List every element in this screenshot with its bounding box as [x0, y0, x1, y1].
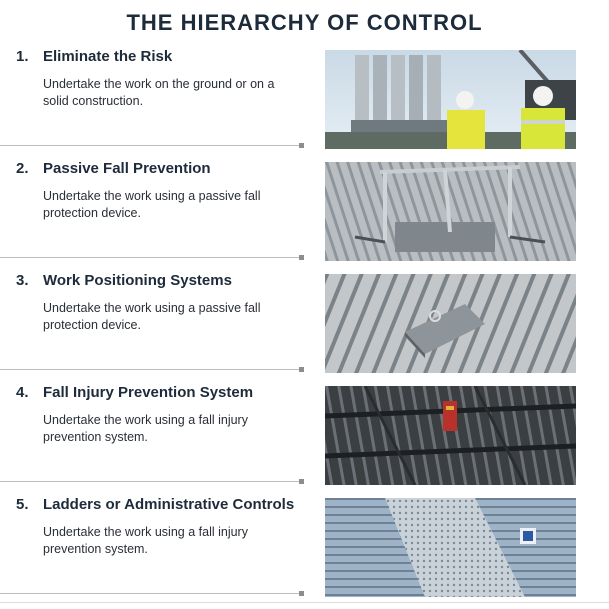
item-description: Undertake the work using a fall injury prevention system.	[43, 525, 248, 556]
item-title: Fall Injury Prevention System	[43, 384, 254, 401]
divider	[0, 593, 304, 594]
item-heading	[16, 160, 211, 177]
item-number: 3.	[16, 272, 29, 289]
divider-marker	[299, 255, 304, 260]
divider	[0, 257, 304, 258]
control-item-3	[0, 272, 609, 384]
item-number: 4.	[16, 384, 29, 401]
item-description: Undertake the work using a passive fall protection device.	[43, 189, 261, 220]
photo-guardrail-on-roof	[325, 162, 576, 261]
item-title: Work Positioning Systems	[43, 272, 232, 289]
divider-marker	[299, 143, 304, 148]
photo-safety-net-underside	[325, 386, 576, 485]
item-heading	[16, 272, 232, 289]
divider	[0, 145, 304, 146]
item-title: Eliminate the Risk	[43, 48, 173, 65]
item-heading	[16, 384, 253, 401]
item-heading	[16, 496, 294, 513]
page-title: THE HIERARCHY OF CONTROL	[126, 10, 483, 35]
item-heading	[16, 48, 172, 65]
item-number: 2.	[16, 160, 29, 177]
item-title: Passive Fall Prevention	[43, 160, 211, 177]
divider	[0, 481, 304, 482]
footer-divider	[0, 602, 609, 603]
divider-marker	[299, 367, 304, 372]
item-number: 1.	[16, 48, 29, 65]
control-item-4	[0, 384, 609, 496]
divider-marker	[299, 479, 304, 484]
control-item-2	[0, 160, 609, 272]
photo-roof-walkway	[325, 498, 576, 597]
item-number: 5.	[16, 496, 29, 513]
item-description: Undertake the work on the ground or on a solid construction.	[43, 77, 275, 108]
control-item-1	[0, 48, 609, 160]
photo-workers-on-ground	[325, 50, 576, 149]
item-description: Undertake the work using a passive fall protection device.	[43, 301, 261, 332]
control-item-5	[0, 496, 609, 608]
divider	[0, 369, 304, 370]
divider-marker	[299, 591, 304, 596]
item-description: Undertake the work using a fall injury prevention system.	[43, 413, 248, 444]
item-title: Ladders or Administrative Controls	[43, 496, 295, 513]
photo-roof-anchor	[325, 274, 576, 373]
